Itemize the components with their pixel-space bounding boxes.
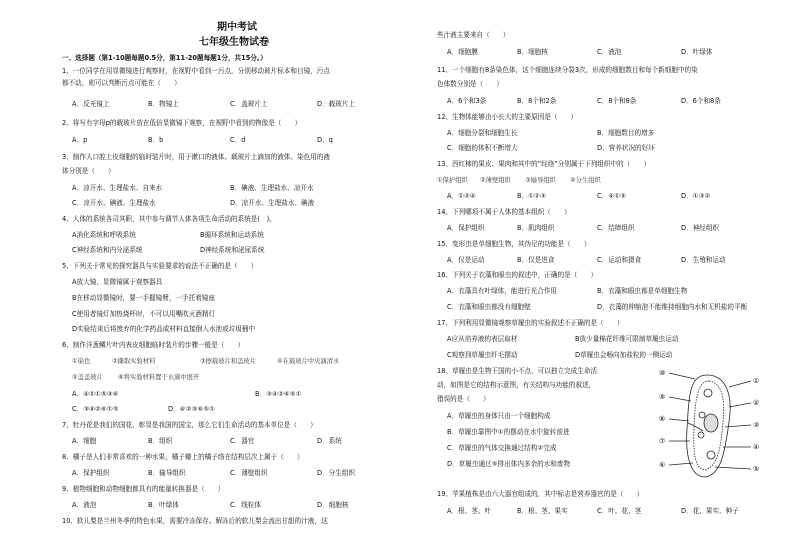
q7-option-c[interactable]: C．器官 xyxy=(230,437,255,445)
diagram-label: ① xyxy=(753,377,760,385)
q16-option-b[interactable]: B．衣藻和眼虫都是单细胞生物 xyxy=(597,287,688,295)
q13-option-c[interactable]: C．④①③ xyxy=(597,192,626,200)
question-17: 17、下列利用显微镜观察草履虫的实验叙述不正确的是（ ） xyxy=(437,319,624,327)
question-5: 5、下列关于常见的探究器具与实验要求的说法不正确的是（ ） xyxy=(62,262,258,270)
q13-tissue-2: ②薄壁组织 xyxy=(480,177,511,184)
q15-option-c[interactable]: C．运动和摄食 xyxy=(597,256,642,264)
q8-option-d[interactable]: D．分生组织 xyxy=(317,469,356,477)
q12-option-b[interactable]: B．细胞数目的增多 xyxy=(597,129,655,137)
q2-option-b[interactable]: B．b xyxy=(148,136,164,144)
q7-option-b[interactable]: B．组织 xyxy=(148,437,173,445)
q8-option-a[interactable]: A．保护组织 xyxy=(72,469,110,477)
diagram-label: ③ xyxy=(753,421,760,429)
q6-option-a[interactable]: A．④②①⑤③⑥ xyxy=(72,390,119,398)
q6-step-6: ⑥将实验材料置于水滴中展开 xyxy=(118,374,200,381)
q5-option-c[interactable]: C使用者镜灯加热烧杯时，不可以用嘴吹灭酒精灯 xyxy=(72,310,216,318)
q3-option-a[interactable]: A．凉开水、生理盐水、自来水 xyxy=(72,184,163,192)
q10-option-d[interactable]: D．叶绿体 xyxy=(681,48,713,56)
q18-option-b[interactable]: B．草履虫靠图中①的摆动在水中旋转前进 xyxy=(447,428,570,436)
q7-option-d[interactable]: D．系统 xyxy=(317,437,342,445)
q11-option-c[interactable]: C．8个和8条 xyxy=(597,97,637,105)
q13-option-d[interactable]: D．①③② xyxy=(681,192,711,200)
q5-option-d[interactable]: D实验结束后将废弃的化学药品或材料直接倒入水池或垃圾桶中 xyxy=(72,325,256,333)
q17-option-a[interactable]: A应从培养液的表层取材 xyxy=(447,335,518,343)
q11-option-b[interactable]: B．8个和2条 xyxy=(517,97,557,105)
section-heading: 一、选择题（第1-10题每题0.5分，第11-20题每题1分，共15分。） xyxy=(62,54,267,62)
q1-option-a[interactable]: A．反光镜上 xyxy=(72,100,110,108)
q2-option-d[interactable]: D．q xyxy=(317,136,333,144)
q4-option-b[interactable]: B循环系统和运动系统 xyxy=(200,231,264,239)
food-vacuole-2 xyxy=(698,432,704,438)
q9-option-a[interactable]: A．液泡 xyxy=(72,501,97,509)
leader-line xyxy=(715,467,751,469)
q12-option-d[interactable]: D．营养状况的好坏 xyxy=(597,144,655,152)
q19-option-b[interactable]: B．根、茎、果实 xyxy=(517,507,568,515)
food-vacuole-1 xyxy=(699,412,705,418)
q13-tissue-3: ③输导组织 xyxy=(525,177,556,184)
diagram-label: ⑨ xyxy=(659,393,666,401)
q17-option-c[interactable]: C观察到草履虫纤毛摆动 xyxy=(447,351,518,359)
q9-option-b[interactable]: B．叶绿体 xyxy=(148,501,179,509)
q15-option-b[interactable]: B．仅是进食 xyxy=(517,256,555,264)
q1-option-b[interactable]: B．物镜上 xyxy=(148,100,179,108)
q6-step-5: ⑤盖盖玻片 xyxy=(72,374,103,381)
q6-option-c[interactable]: C．③④②⑥①⑤ xyxy=(72,405,119,413)
question-1-cont: 都不动，则可以判断污点可能在（ ） xyxy=(62,79,181,87)
q3-option-c[interactable]: C．凉开水、碘液、生理盐水 xyxy=(72,199,156,207)
q16-option-a[interactable]: A．衣藻具有叶绿体，能进行光合作用 xyxy=(447,287,558,295)
q11-option-a[interactable]: A．6个和3条 xyxy=(447,97,487,105)
q10-option-b[interactable]: B．细胞核 xyxy=(517,48,548,56)
question-16: 16、下列关于衣藻和眼虫的叙述中，正确的是（ ） xyxy=(437,271,598,279)
q14-option-c[interactable]: C．结缔组织 xyxy=(597,224,635,232)
diagram-label: ④ xyxy=(753,443,760,451)
question-12: 12、生物体能够由小长大的主要原因是（ ） xyxy=(437,113,578,121)
q18-option-c[interactable]: C．草履虫的气体交换通过结构②完成 xyxy=(447,444,557,452)
q11-option-d[interactable]: D．6个和8条 xyxy=(681,97,721,105)
question-15: 15、变形虫是单细胞生物，其伪足的功能是（ ） xyxy=(437,240,591,248)
q16-option-c[interactable]: C．衣藻和眼虫都没有细胞壁 xyxy=(447,303,531,311)
q13-tissue-1: ①保护组织 xyxy=(437,177,468,184)
question-19: 19、苹果植株是由六大器官组成的，其中标志是营养器官的是（ ） xyxy=(437,490,644,498)
question-10-cont: 些汁液主要来自（ ） xyxy=(437,31,510,39)
oral-groove xyxy=(688,423,703,431)
q4-option-a[interactable]: A消化系统和呼吸系统 xyxy=(72,231,136,239)
q1-option-c[interactable]: C．盖玻片上 xyxy=(230,100,268,108)
question-6: 6、制作洋葱鳞片叶内表皮细胞临时装片的步骤一般是（ ） xyxy=(62,341,245,349)
leader-line xyxy=(729,381,751,387)
q8-option-b[interactable]: B．输导组织 xyxy=(148,469,186,477)
contractile-vacuole-bottom xyxy=(707,451,715,459)
contractile-vacuole-top xyxy=(704,389,712,397)
q6-step-4: ④在载玻片中央滴清水 xyxy=(277,358,340,365)
question-18-cont2: 错误的是（ ） xyxy=(437,395,490,403)
macronucleus xyxy=(704,414,718,432)
q7-option-a[interactable]: A．细胞 xyxy=(72,437,97,445)
question-4: 4、人体的系统各司其职，其中参与调节人体各项生命活动的系统是( )。 xyxy=(62,215,276,223)
q17-option-d[interactable]: D草履虫会畅向加盐粒的一侧运动 xyxy=(575,351,673,359)
q4-option-c[interactable]: C神经系统和内分泌系统 xyxy=(72,246,143,254)
leader-line xyxy=(669,419,689,421)
q13-tissue-4: ④分生组织 xyxy=(570,177,601,184)
q6-option-d[interactable]: D．④②③⑥⑤① xyxy=(168,405,216,413)
question-3: 3、制作人口腔上皮细胞的临时装片时，用于漱口的液体、载玻片上滴加的液体、染色用的液 xyxy=(62,153,330,161)
question-8: 8、橘子是人们非常喜欢的一种水果，橘子瓣上的橘子络在结构层次上属于（ ） xyxy=(62,453,304,461)
q4-option-d[interactable]: D神经系统和泌尿系统 xyxy=(200,246,265,254)
diagram-label: ⑤ xyxy=(753,465,760,473)
q16-option-d[interactable]: D．衣藻的伸缩泡不能维持细胞内水和无机盐的平衡 xyxy=(597,303,748,311)
leader-line xyxy=(669,397,691,401)
q5-option-a[interactable]: A放大镜，显微镜属于观察器具 xyxy=(72,278,163,286)
q6-option-b[interactable]: B．③④②⑥⑤① xyxy=(255,390,302,398)
question-2: 2、将写有字母p的载玻片放在低倍显微镜下观察，在视野中看到的物像是（ ） xyxy=(62,119,302,127)
question-14: 14、下列哪项不属于人体的基本组织（ ） xyxy=(437,208,571,216)
question-7: 7、牡丹花是我们的国花，彰显是我国的国宝，那么它们生命活动的基本单位是（ ） xyxy=(62,421,317,429)
leader-line xyxy=(729,403,751,407)
q6-step-2: ②撕取实验材料 xyxy=(112,358,156,365)
question-1: 1、一位同学在用显微镜进行观察时，在视野中看到一污点，分别移动玻片标本和目镜，污点 xyxy=(62,67,330,75)
q9-option-d[interactable]: D．细胞核 xyxy=(317,501,349,509)
q14-option-b[interactable]: B．肌肉组织 xyxy=(517,224,555,232)
question-18-cont: 动，如图是它的结构示意图，有关结构与功能的叙述， xyxy=(437,381,596,389)
q9-option-c[interactable]: C．线粒体 xyxy=(230,501,261,509)
q17-option-b[interactable]: B放少量棉花纤维可限制草履虫运动 xyxy=(575,335,679,343)
q8-option-c[interactable]: C．薄壁组织 xyxy=(230,469,268,477)
question-10: 10、软儿梨是兰州冬季的特色水果，需要冷冻保存。解冻后的软儿梨会流出甘甜的汁液，这 xyxy=(62,517,328,525)
q14-option-d[interactable]: D．神经组织 xyxy=(681,224,720,232)
q12-option-a[interactable]: A．细胞分裂和细胞生长 xyxy=(447,129,518,137)
exam-subtitle: 七年级生物试卷 xyxy=(199,37,269,48)
q15-option-a[interactable]: A．仅是运动 xyxy=(447,256,485,264)
leader-line xyxy=(669,373,695,379)
q19-option-c[interactable]: C．叶、花、茎 xyxy=(597,507,642,515)
q15-option-d[interactable]: D．生殖和运动 xyxy=(681,256,726,264)
q3-option-b[interactable]: B．碘液、生理盐水、凉开水 xyxy=(230,184,314,192)
question-18: 18、草履虫是生物王国的小不点，可以独立完成生命活 xyxy=(437,367,598,375)
q5-option-b[interactable]: B在移动显微镜时，要一手握镜臂，一手托着镜座 xyxy=(72,294,215,302)
question-11-cont: 色体数分别是（ ） xyxy=(437,80,503,88)
diagram-label: ② xyxy=(753,399,760,407)
q13-option-a[interactable]: A．①②④ xyxy=(447,192,476,200)
q19-option-a[interactable]: A．根、茎、叶 xyxy=(447,507,492,515)
q2-option-c[interactable]: C．d xyxy=(230,136,246,144)
q6-step-1: ①染色 xyxy=(72,358,91,365)
question-13: 13、西红柿的果皮、果肉和其中的“经络”分别属于下列组织中的（ ） xyxy=(437,160,651,168)
paramecium-diagram xyxy=(655,367,765,482)
q6-step-3: ③擦载玻片和盖玻片 xyxy=(200,358,257,365)
diagram-label: ⑩ xyxy=(659,369,666,377)
q12-option-c[interactable]: C．细胞的体积不断增大 xyxy=(447,144,518,152)
q1-option-d[interactable]: D．载玻片上 xyxy=(317,100,356,108)
q18-option-a[interactable]: A．草履虫的身体只由一个细胞构成 xyxy=(447,412,551,420)
question-3-cont: 体分别是（ ） xyxy=(62,167,115,175)
q10-option-c[interactable]: C．液泡 xyxy=(597,48,622,56)
q18-option-d[interactable]: D．草履虫通过⑤排出体内多余的水和废物 xyxy=(447,460,571,468)
diagram-label: ⑥ xyxy=(659,461,666,469)
q14-option-a[interactable]: A．保护组织 xyxy=(447,224,485,232)
question-11: 11、一个细胞有8条染色体，这个细胞连续分裂3次，形成的细胞数目和每个新细胞中的染 xyxy=(437,66,698,74)
exam-title: 期中考试 xyxy=(217,22,257,33)
question-9: 9、植物细胞和动物细胞都具有的能量转换器是（ ） xyxy=(62,485,225,493)
q3-option-d[interactable]: D．凉开水、生理盐水、碘液 xyxy=(230,199,315,207)
q19-option-d[interactable]: D．花、果实、种子 xyxy=(681,507,739,515)
diagram-label: ⑧ xyxy=(659,415,666,423)
q10-option-a[interactable]: A．细胞膜 xyxy=(447,48,478,56)
q2-option-a[interactable]: A．p xyxy=(72,136,88,144)
q13-option-b[interactable]: B．①②③ xyxy=(517,192,546,200)
diagram-label: ⑦ xyxy=(659,437,666,445)
leader-line xyxy=(669,463,693,465)
